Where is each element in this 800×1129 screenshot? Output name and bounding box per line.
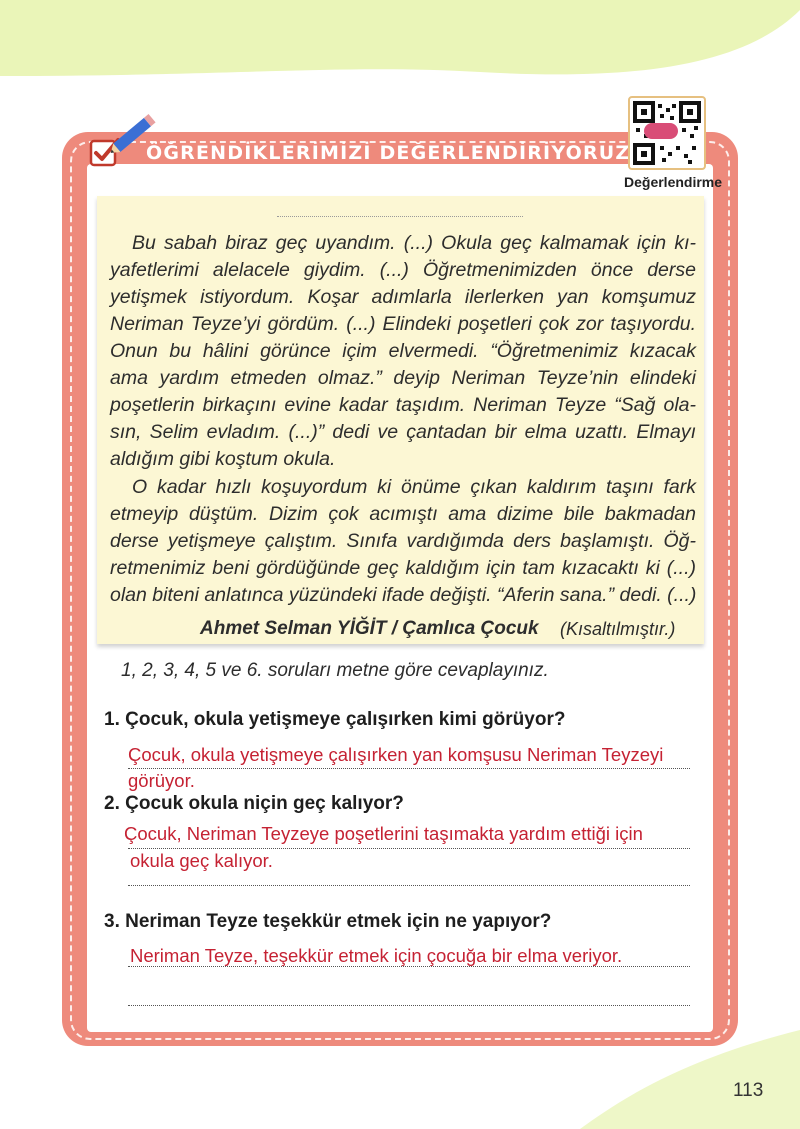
answer-3-line-1[interactable]: Neriman Teyze, teşekkür etmek için çocuğa bir elma veriyor.	[130, 945, 623, 966]
passage-line: yetişmek istiyordum. Koşar adımlarla ilerlerken yan komşumuz	[110, 286, 696, 308]
passage-line: Onun bu hâlini görünce içim elvermedi. “Öğretmenimiz kızacak	[110, 340, 696, 362]
question-1: 1. Çocuk, okula yetişmeye çalışırken kimi görüyor?	[104, 709, 566, 730]
answer-1-line-2[interactable]: görüyor.	[128, 770, 195, 791]
passage-author: Ahmet Selman YİĞİT / Çamlıca Çocuk	[200, 618, 539, 639]
passage-line: Neriman Teyze’yi gördüm. (...) Elindeki poşetleri çok zor taşıyordu.	[110, 313, 696, 335]
passage-line: poşetlerin birkaçını evine kadar taşıdım. Neriman Teyze “Sağ ola-	[110, 394, 696, 416]
passage-line: yafetlerimi alelacele giydim. (...) Öğretmenimizden önce derse	[110, 259, 696, 281]
answer-3-dotline-2	[128, 1005, 690, 1006]
passage-line: ama yardım etmeden olmaz.” deyip Neriman Teyze’nin elindeki	[110, 367, 696, 389]
passage-line: Bu sabah biraz geç uyandım. (...) Okula geç kalmamak için kı-	[132, 232, 696, 254]
page-number: 113	[733, 1080, 764, 1101]
page-title: ÖĞRENDİKLERİMİZİ DEĞERLENDİRİYORUZ	[146, 142, 631, 164]
passage-line: derse yetişmeye çalıştım. Sınıfa vardığımda ders başlamıştı. Öğ-	[110, 530, 696, 552]
answer-2-dotline	[128, 848, 690, 849]
question-3: 3. Neriman Teyze teşekkür etmek için ne yapıyor?	[104, 911, 552, 932]
passage-line: etmeyip düştüm. Dizim çok acımıştı ama dizime bile bakmadan	[110, 503, 696, 525]
section-label: Değerlendirme	[624, 174, 723, 190]
passage-line: retmenimiz beni gördüğünde geç kaldığım için tam kızacaktı ki (...)	[110, 557, 696, 579]
passage-line: O kadar hızlı koşuyordum ki önüme çıkan kaldırım taşını fark	[132, 476, 696, 498]
passage-line: olan biteni anlatınca yüzündeki ifade değişti. “Aferin sana.” dedi. (...)	[110, 584, 697, 606]
qr-badge	[644, 123, 678, 139]
passage-top-rule	[277, 216, 523, 217]
answer-2-line-2[interactable]: okula geç kalıyor.	[130, 850, 273, 871]
answer-3-dotline	[128, 966, 690, 967]
answer-2-dotline-2	[128, 885, 690, 886]
answer-1-line-1[interactable]: Çocuk, okula yetişmeye çalışırken yan komşusu Neriman Teyzeyi	[128, 744, 664, 765]
answer-2-line-1[interactable]: Çocuk, Neriman Teyzeye poşetlerini taşımakta yardım ettiği için	[124, 823, 643, 844]
abridged-note: (Kısaltılmıştır.)	[560, 619, 676, 639]
passage-line: aldığım gibi koştum okula.	[110, 448, 336, 470]
question-2: 2. Çocuk okula niçin geç kalıyor?	[104, 793, 404, 814]
passage-line: sın, Selim evladım. (...)” dedi ve çantadan bir elma uzattı. Elmayı	[110, 421, 696, 443]
answer-1-dotline	[128, 768, 690, 769]
instruction: 1, 2, 3, 4, 5 ve 6. soruları metne göre cevaplayınız.	[121, 660, 549, 681]
